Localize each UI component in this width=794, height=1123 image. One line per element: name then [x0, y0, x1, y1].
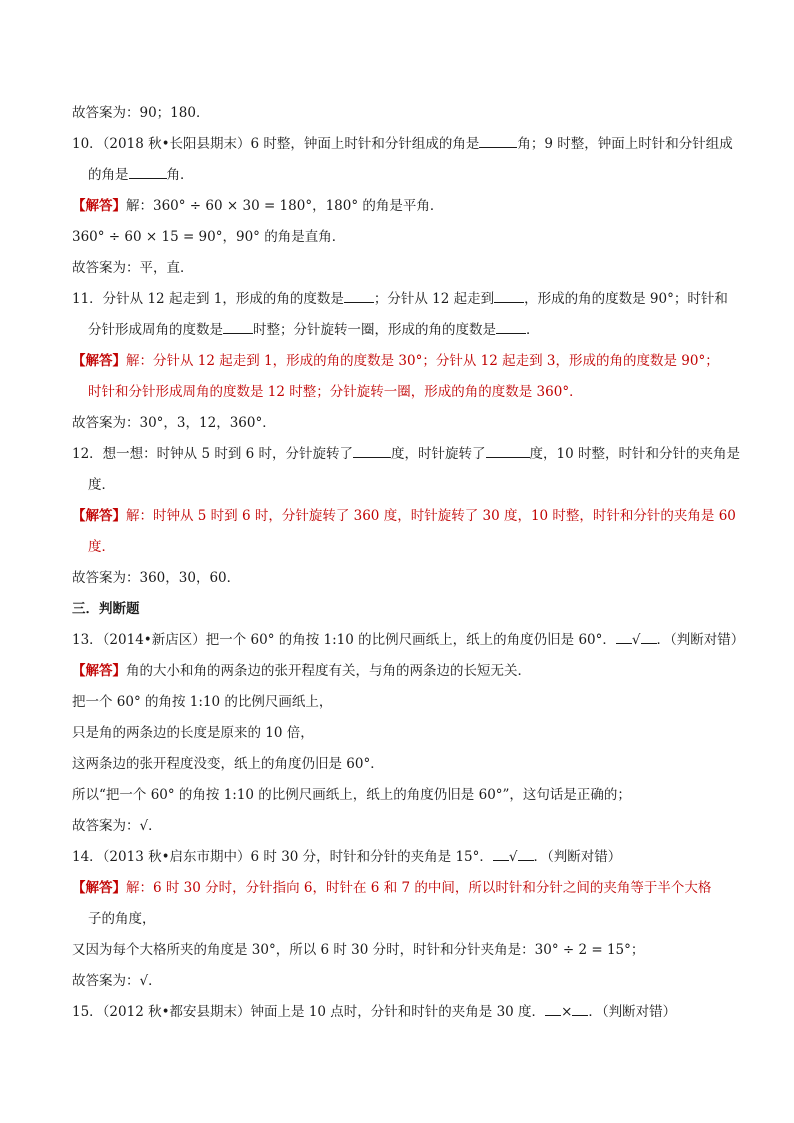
- question-10-line-1: 10．（2018 秋•长阳县期末）6 时整，钟面上时针和分针组成的角是 角；9 时整，钟面上时针和分针组成: [72, 136, 733, 152]
- answer-line-11: 故答案为：30°，3，12，360°．: [72, 415, 276, 431]
- blank: [223, 333, 253, 334]
- question-15: 15．（2012 秋•都安县期末）钟面上是 10 点时，分针和时针的夹角是 30 度． × ．（判断对错）: [72, 1004, 677, 1020]
- blank: [545, 1015, 561, 1016]
- solution-14-line-2: 子的角度，: [88, 911, 156, 927]
- solution-10-line-2: 360° ÷ 60 × 15 = 90°，90° 的角是直角．: [72, 229, 346, 245]
- solution-11-line-1: 【解答】解：分针从 12 起走到 1，形成的角的度数是 30°；分针从 12 起走到 3，形成的角的度数是 90°；: [72, 353, 719, 369]
- solution-tag: 【解答】: [72, 198, 126, 214]
- solution-14-line-3: 又因为每个大格所夹的角度是 30°，所以 6 时 30 分时，时针和分针夹角是：30° ÷ 2 = 15°；: [72, 942, 645, 958]
- question-11-line-1: 11．分针从 12 起走到 1，形成的角的度数是 ；分针从 12 起走到 ，形成的角的度数是 90°；时针和: [72, 291, 728, 307]
- blank: [353, 457, 391, 458]
- blank: [494, 302, 524, 303]
- answer-line-13: 故答案为：√．: [72, 818, 162, 834]
- answer-line-14: 故答案为：√．: [72, 973, 162, 989]
- question-12-line-2: 度．: [88, 477, 115, 493]
- blank: [129, 178, 167, 179]
- section-heading: 三．判断题: [72, 601, 140, 617]
- solution-13-line-3: 只是角的两条边的长度是原来的 10 倍，: [72, 725, 314, 741]
- solution-tag: 【解答】: [72, 663, 126, 679]
- solution-tag: 【解答】: [72, 353, 126, 369]
- blank: [616, 643, 632, 644]
- answer-line-9: 故答案为：90；180．: [72, 105, 210, 121]
- blank: [496, 333, 526, 334]
- solution-13-line-5: 所以“把一个 60° 的角按 1:10 的比例尺画纸上，纸上的角度仍旧是 60°”，这句话是正确的；: [72, 787, 631, 803]
- blank: [479, 147, 517, 148]
- question-14: 14．（2013 秋•启东市期中）6 时 30 分，时针和分针的夹角是 15°． √ ．（判断对错）: [72, 849, 622, 865]
- solution-12-line-1: 【解答】解：时钟从 5 时到 6 时，分针旋转了 360 度，时针旋转了 30 度，10 时整，时针和分针的夹角是 60: [72, 508, 736, 524]
- solution-11-line-2: 时针和分针形成周角的度数是 12 时整；分针旋转一圈，形成的角的度数是 360°．: [88, 384, 583, 400]
- solution-14-line-1: 【解答】解：6 时 30 分时，分针指向 6，时针在 6 和 7 的中间，所以时针和分针之间的夹角等于半个大格: [72, 880, 712, 896]
- question-11-line-2: 分针形成周角的度数是 时整；分针旋转一圈，形成的角的度数是 ．: [88, 322, 540, 338]
- solution-13-line-4: 这两条边的张开程度没变，纸上的角度仍旧是 60°．: [72, 756, 384, 772]
- blank: [344, 302, 374, 303]
- solution-12-line-2: 度．: [88, 539, 115, 555]
- solution-tag: 【解答】: [72, 880, 126, 896]
- solution-10-line-1: 【解答】解：360° ÷ 60 × 30 = 180°，180° 的角是平角．: [72, 198, 444, 214]
- solution-13-line-1: 【解答】角的大小和角的两条边的张开程度有关，与角的两条边的长短无关．: [72, 663, 531, 679]
- question-10-line-2: 的角是 角．: [88, 167, 194, 183]
- answer-line-10: 故答案为：平，直．: [72, 260, 194, 276]
- question-13: 13．（2014•新店区）把一个 60° 的角按 1:10 的比例尺画纸上，纸上的角度仍旧是 60°． √ ．（判断对错）: [72, 632, 745, 648]
- answer-mark: ×: [561, 1004, 573, 1020]
- blank: [572, 1015, 588, 1016]
- answer-mark: √: [508, 849, 518, 865]
- answer-line-12: 故答案为：360，30，60．: [72, 570, 241, 586]
- question-12-line-1: 12．想一想：时钟从 5 时到 6 时，分针旋转了 度，时针旋转了 度，10 时整，时针和分针的夹角是: [72, 446, 741, 462]
- solution-13-line-2: 把一个 60° 的角按 1:10 的比例尺画纸上，: [72, 694, 333, 710]
- blank: [518, 860, 534, 861]
- blank: [493, 860, 509, 861]
- blank: [641, 643, 657, 644]
- solution-tag: 【解答】: [72, 508, 126, 524]
- blank: [486, 457, 530, 458]
- answer-mark: √: [631, 632, 641, 648]
